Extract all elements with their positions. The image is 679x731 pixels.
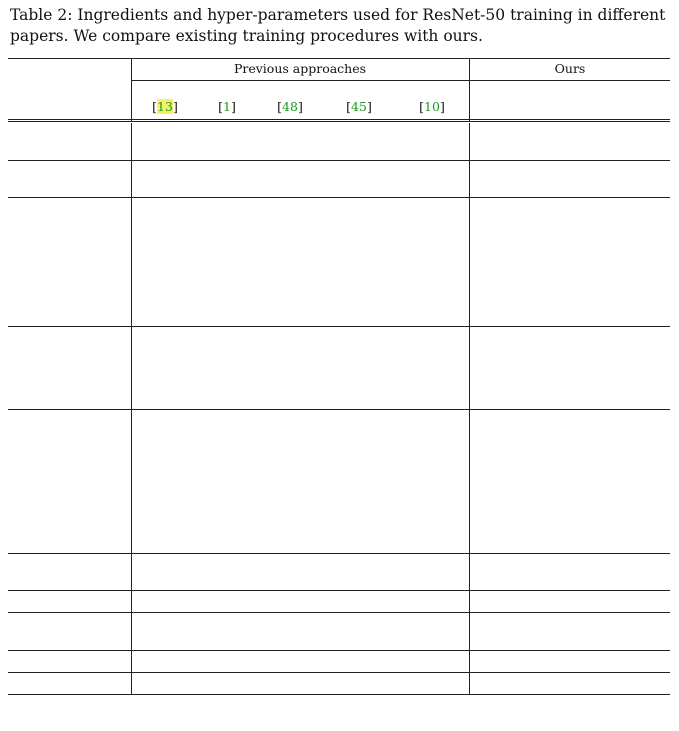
- section-rule: [8, 160, 670, 161]
- reference-citation[interactable]: [1]: [218, 99, 236, 115]
- top-rule: [8, 58, 670, 59]
- section-rule: [8, 672, 670, 673]
- citation-number[interactable]: 48: [282, 99, 298, 115]
- group-underline: [131, 80, 670, 81]
- column-separator: [131, 673, 132, 694]
- group-separator-left: [131, 58, 132, 81]
- reference-citation[interactable]: [48]: [277, 99, 303, 115]
- section-rule: [8, 326, 670, 327]
- section-rule: [8, 612, 670, 613]
- reference-citation[interactable]: [45]: [346, 99, 372, 115]
- group-header-ours: Ours: [554, 61, 586, 76]
- column-separator: [469, 81, 470, 121]
- column-separator: [131, 613, 132, 649]
- reference-citation[interactable]: [13]: [152, 99, 178, 115]
- section-rule: [8, 553, 670, 554]
- column-separator: [469, 327, 470, 409]
- column-separator: [469, 673, 470, 694]
- reference-citation[interactable]: [10]: [419, 99, 445, 115]
- column-separator: [131, 198, 132, 326]
- column-separator: [469, 591, 470, 612]
- column-separator: [469, 198, 470, 326]
- column-separator: [469, 651, 470, 672]
- group-separator-right: [469, 58, 470, 81]
- header-double-rule: [8, 121, 670, 122]
- table-caption: Table 2: Ingredients and hyper-parameters used for ResNet-50 training in different papers. We compare existing training procedures with ours.: [10, 6, 666, 45]
- column-separator: [469, 123, 470, 159]
- column-separator: [131, 554, 132, 590]
- column-separator: [131, 123, 132, 159]
- section-rule: [8, 590, 670, 591]
- citation-number[interactable]: 13: [157, 99, 173, 115]
- column-separator: [469, 410, 470, 553]
- column-separator: [131, 591, 132, 612]
- column-separator: [469, 161, 470, 197]
- section-rule: [8, 197, 670, 198]
- citation-number[interactable]: 45: [351, 99, 367, 115]
- column-separator: [131, 81, 132, 121]
- column-separator: [131, 161, 132, 197]
- bottom-rule: [8, 694, 670, 695]
- section-rule: [8, 409, 670, 410]
- column-separator: [469, 554, 470, 590]
- citation-number[interactable]: 1: [223, 99, 231, 115]
- column-separator: [131, 410, 132, 553]
- column-separator: [131, 327, 132, 409]
- section-rule: [8, 650, 670, 651]
- header-rule: [8, 119, 670, 120]
- column-separator: [469, 613, 470, 649]
- column-separator: [131, 651, 132, 672]
- group-header-previous: Previous approaches: [233, 61, 367, 76]
- citation-number[interactable]: 10: [424, 99, 440, 115]
